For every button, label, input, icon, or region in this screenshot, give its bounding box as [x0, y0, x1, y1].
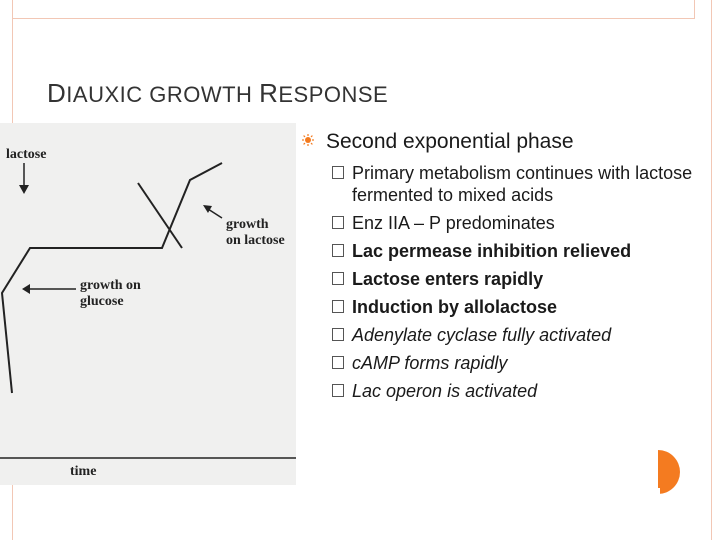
- label-time: time: [70, 464, 97, 479]
- sub-bullet-1: Primary metabolism continues with lactose fermented to mixed acids: [300, 162, 710, 206]
- sub-bullet-2: Enz IIA – P predominates: [300, 212, 710, 234]
- checkbox-bullet-icon: [332, 328, 344, 341]
- sub-bullet-6: Adenylate cyclase fully activated: [300, 324, 710, 346]
- sub-bullet-3: Lac permease inhibition relieved: [300, 240, 710, 262]
- checkbox-bullet-icon: [332, 300, 344, 313]
- bullet-list: [300, 128, 710, 402]
- sub-bullet-4: Lactose enters rapidly: [300, 268, 710, 290]
- label-growth-glucose-1: growth on: [80, 278, 141, 293]
- checkbox-bullet-icon: [332, 244, 344, 257]
- sub-bullet-5: Induction by allolactose: [300, 296, 710, 318]
- checkbox-bullet-icon: [332, 166, 344, 179]
- half-circle-decoration-icon: [648, 450, 686, 494]
- slide-frame-top: [12, 0, 695, 19]
- checkbox-bullet-icon: [332, 356, 344, 369]
- label-lactose: lactose: [6, 147, 47, 162]
- checkbox-bullet-icon: [332, 384, 344, 397]
- label-growth-lactose-1: growth: [226, 217, 269, 232]
- figure-background-overlay: [0, 123, 296, 485]
- sub-bullet-7: cAMP forms rapidly: [300, 352, 710, 374]
- main-bullet: [300, 128, 710, 156]
- label-growth-lactose-2: on lactose: [226, 233, 285, 248]
- sun-bullet-icon: [302, 134, 314, 146]
- slide-title: DIAUXIC GROWTH RESPONSE: [47, 78, 389, 108]
- label-growth-glucose-2: glucose: [80, 294, 124, 309]
- checkbox-bullet-icon: [332, 272, 344, 285]
- checkbox-bullet-icon: [332, 216, 344, 229]
- main-bullet-text: Second exponential phase: [326, 130, 574, 153]
- sub-bullet-8: Lac operon is activated: [300, 380, 710, 402]
- diauxic-growth-figure: [0, 123, 296, 485]
